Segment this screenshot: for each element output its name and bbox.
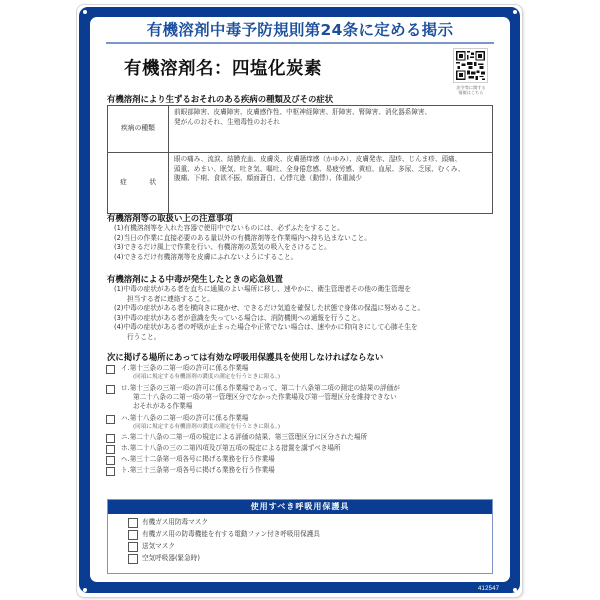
checkbox[interactable] [106, 434, 115, 443]
respirator-item[interactable]: 有機ガス用の防毒機能を有する電動ファン付き呼吸用保護具 [128, 530, 492, 540]
sign-title: 有機溶剤中毒予防規則第24条に定める掲示 [146, 21, 454, 39]
location-item-i[interactable]: イ.第十三条の二第一項の許可に係る作業場 (同項に規定する有機溶剤の濃度の測定を行うときに限る。) [106, 364, 400, 381]
mounting-hole-icon [83, 10, 87, 14]
checkbox[interactable] [128, 518, 138, 528]
list-item: (3)中毒の症状がある者が意識を失っている場合は、消防機関への通報を行うこと。 [114, 313, 365, 322]
mounting-hole-icon [513, 588, 517, 592]
title-divider [106, 42, 494, 44]
symptoms-value: 眼の痛み、流涙、結膜充血、皮膚炎、皮膚掻痒感（かゆみ）、皮膚発赤、湿疹、じんま疹、頭痛、 頭重、めまい、眠気、吐き気、嘔吐、全身倦怠感、易疲労感、黄疸、血尿、多尿、乏尿、むくみ、 腹痛、下痢、食欲不振、顔面蒼白、心悸亢進（動悸）、体重減少 [169, 153, 493, 214]
checkbox[interactable] [128, 542, 138, 552]
checkbox[interactable] [106, 365, 115, 374]
list-item-continuation: 行うこと。 [127, 332, 161, 341]
mounting-hole-icon [513, 10, 517, 14]
emergency-heading: 有機溶剤による中毒が発生したときの応急処置 [107, 274, 283, 284]
list-item: (4)中毒の症状がある者の呼吸が止まった場合や正常でない場合は、速やかに仰向きにして心肺そ生を [114, 323, 418, 331]
disease-type-value: 前眼部障害、皮膚障害、皮膚感作性、中枢神経障害、肝障害、腎障害、消化器系障害、 発がんのおそれ、生殖毒性のおそれ [169, 106, 493, 153]
handling-list [114, 224, 371, 262]
locations-checklist [106, 364, 400, 477]
location-item-ni[interactable]: ニ.第二十八条の二第一項の規定による評価の結果、第三管理区分に区分された場所 [106, 433, 400, 443]
list-item: (1)中毒の症状がある者を直ちに通風のよい場所に移し、速やかに、衛生管理者その他の衛生管理を [114, 285, 412, 293]
list-item: (3)できるだけ風上で作業を行い、有機溶剤の蒸気の吸入をさけること。 [114, 243, 331, 251]
checkbox[interactable] [106, 445, 115, 454]
checkbox[interactable] [128, 530, 138, 540]
checkbox[interactable] [106, 467, 115, 476]
disease-table [107, 105, 493, 214]
location-item-ho[interactable]: ホ.第二十八条の三の二第四項及び第五項の規定による措置を講ずべき場所 [106, 444, 400, 454]
list-item: (1)有機溶剤等を入れた容器で使用中でないものには、必ずふたをすること。 [114, 224, 344, 232]
qr-caption: 法令等に関する 情報はこちら [456, 85, 486, 95]
serial-number: 412547 [478, 586, 500, 592]
respirator-checklist [108, 514, 492, 564]
location-item-ro[interactable]: ロ.第十三条の三第一項の許可に係る作業場であって、第二十八条第二項の測定の結果の評価が 第二十八条の二第一項の第一管理区分でなかった作業場及び第一管理区分を維持できない おそれがある作業場 [106, 384, 400, 411]
respirator-heading: 使用すべき呼吸用保護具 [108, 500, 492, 514]
respirator-item[interactable]: 空気呼吸器(緊急時) [128, 554, 492, 564]
table-row [108, 106, 493, 153]
respirator-item[interactable]: 送気マスク [128, 542, 492, 552]
checkbox[interactable] [106, 385, 115, 394]
list-item: (4)できるだけ有機溶剤等を皮膚にふれないようにすること。 [114, 252, 298, 261]
location-item-ha[interactable]: ハ.第十八条の二第一項の許可に係る作業場 (同項に規定する有機溶剤の濃度の測定を行うときに限る。) [106, 414, 400, 431]
qr-code-icon[interactable] [453, 48, 488, 83]
location-item-to[interactable]: ト.第三十三条第一項各号に掲げる業務を行う作業場 [106, 466, 400, 476]
handling-heading: 有機溶剤等の取扱い上の注意事項 [107, 213, 233, 223]
locations-heading: 次に掲げる場所にあっては有効な呼吸用保護具を使用しなければならない [107, 352, 384, 362]
checkbox[interactable] [106, 456, 115, 465]
respirator-item[interactable]: 有機ガス用防毒マスク [128, 518, 492, 528]
list-item-continuation: 担当する者に連絡すること。 [127, 294, 214, 303]
list-item: (2)当日の作業に直接必要のある量以外の有機溶剤等を作業場内へ持ち込まないこと。 [114, 233, 371, 242]
diseases-heading: 有機溶剤により生ずるおそれのある疾病の種類及びその症状 [107, 94, 334, 104]
checkbox[interactable] [128, 554, 138, 564]
solvent-name: 有機溶剤名：四塩化炭素 [124, 59, 322, 79]
list-item: (2)中毒の症状がある者を横向きに寝かせ、できるだけ気道を確保した状態で身体の保温に努めること。 [114, 304, 425, 312]
location-item-he[interactable]: ヘ.第三十二条第一項各号に掲げる業務を行う作業場 [106, 455, 400, 465]
respirator-box [107, 499, 493, 574]
disease-type-label: 疾病の種類 [108, 106, 169, 153]
checkbox[interactable] [106, 415, 115, 424]
table-row [108, 153, 493, 214]
mounting-hole-icon [83, 588, 87, 592]
symptoms-label: 症 状 [108, 153, 169, 214]
emergency-list [114, 285, 424, 342]
